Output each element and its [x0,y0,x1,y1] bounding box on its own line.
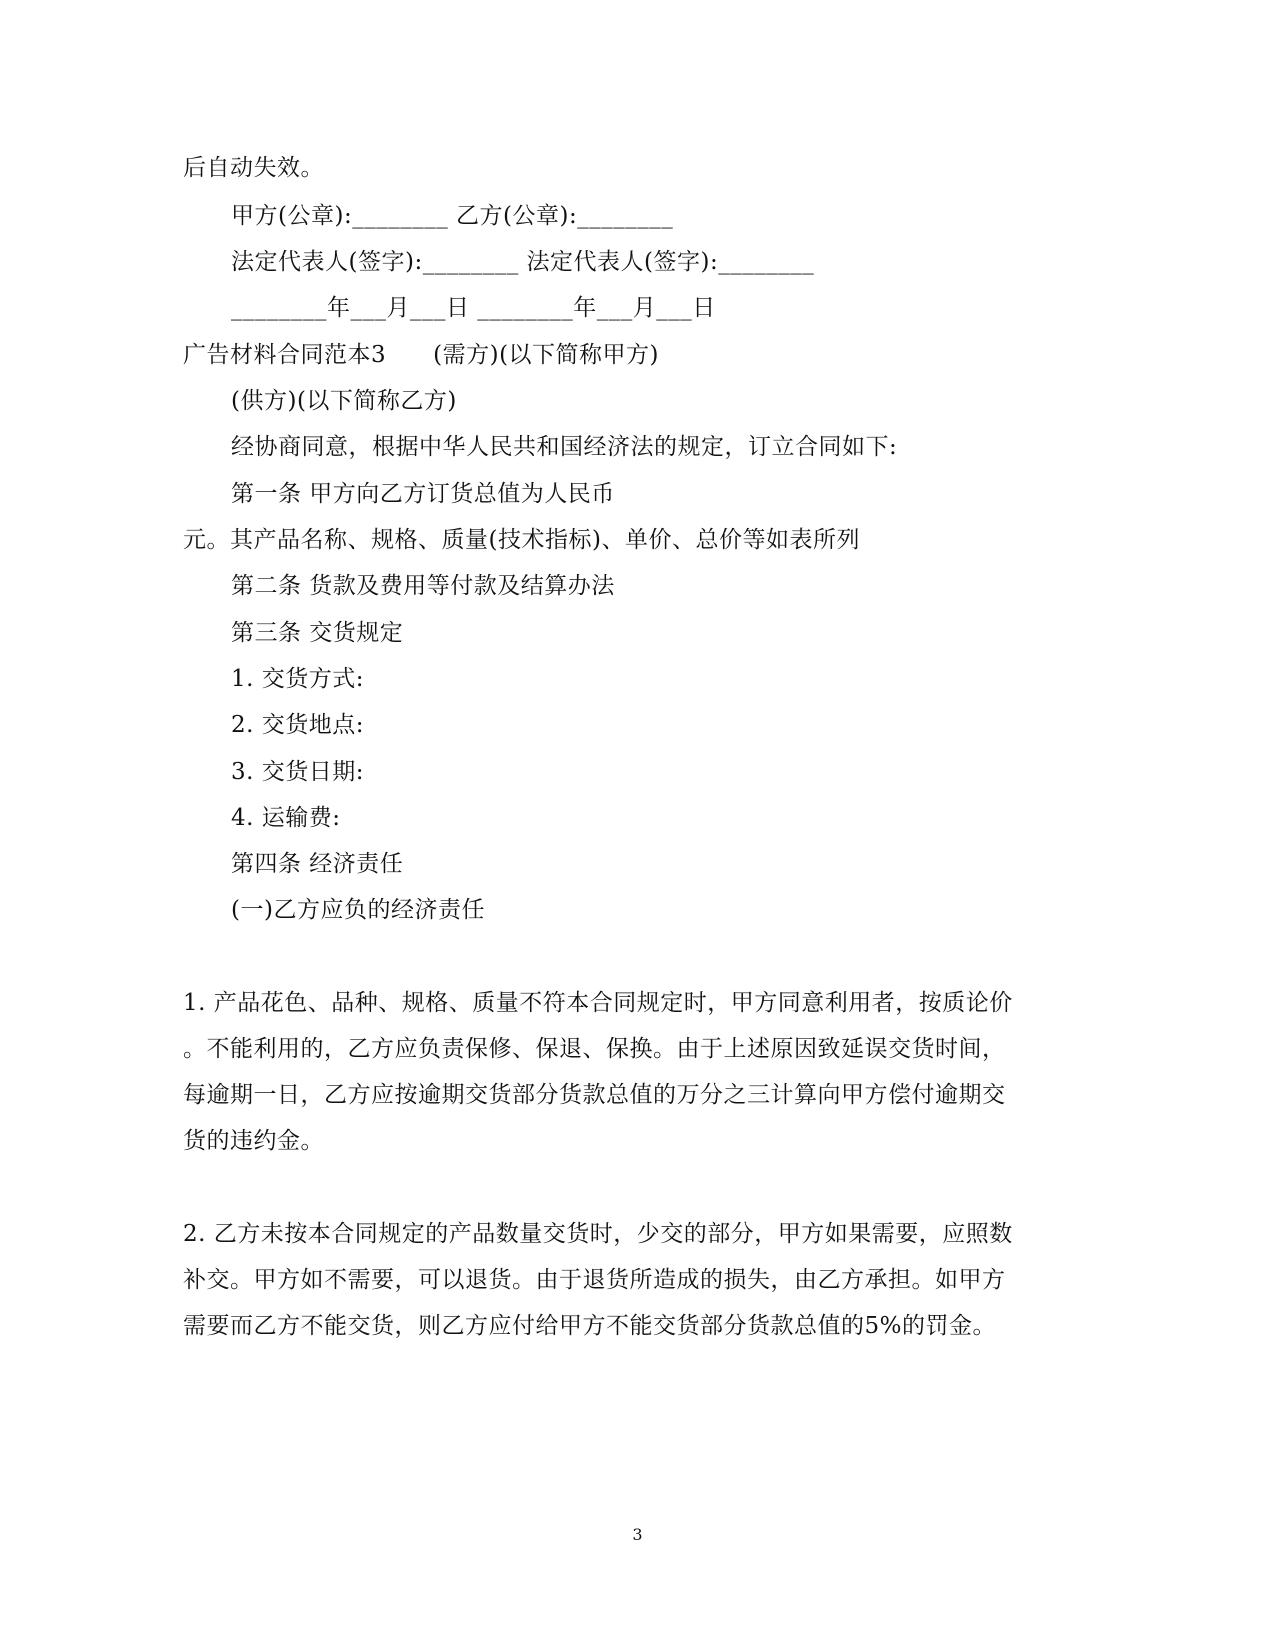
article-2-heading: 第二条 货款及费用等付款及结算办法 [231,573,615,599]
date-line: ________年___月___日 ________年___月___日 [231,295,716,321]
transport-fee-line: 4. 运输费: [231,805,341,831]
page-number: 3 [632,1525,643,1544]
legal-representative-line: 法定代表人(签字):________ 法定代表人(签字):________ [231,249,815,275]
article-3-heading: 第三条 交货规定 [231,620,404,646]
clause-1-line-3: 每逾期一日，乙方应按逾期交货部分货款总值的万分之三计算向甲方偿付逾期交 [183,1082,1006,1108]
article-1-heading: 第一条 甲方向乙方订货总值为人民币 [231,481,615,507]
contract-title-line: 广告材料合同范本3 (需方)(以下简称甲方) [183,342,660,368]
clause-1-line-2: 。不能利用的，乙方应负责保修、保退、保换。由于上述原因致延误交货时间， [183,1036,1006,1062]
text-line-1: 后自动失效。 [183,155,324,181]
clause-2-line-3: 需要而乙方不能交货，则乙方应付给甲方不能交货部分货款总值的5%的罚金。 [183,1313,996,1339]
clause-2-line-1: 2. 乙方未按本合同规定的产品数量交货时，少交的部分，甲方如果需要，应照数 [183,1221,1013,1247]
clause-1-line-1: 1. 产品花色、品种、规格、质量不符本合同规定时，甲方同意利用者，按质论价 [183,990,1013,1016]
clause-1-line-4: 货的违约金。 [183,1128,324,1154]
agreement-intro-line: 经协商同意，根据中华人民共和国经济法的规定，订立合同如下: [231,434,898,460]
article-4-heading: 第四条 经济责任 [231,851,404,877]
article-1-continuation: 元。其产品名称、规格、质量(技术指标)、单价、总价等如表所列 [183,527,860,553]
delivery-location-line: 2. 交货地点: [231,712,365,738]
supplier-line: (供方)(以下简称乙方) [231,388,457,414]
delivery-date-line: 3. 交货日期: [231,759,365,785]
delivery-method-line: 1. 交货方式: [231,666,365,692]
party-b-liability-heading: (一)乙方应负的经济责任 [231,897,485,923]
seal-signature-line: 甲方(公章):________ 乙方(公章):________ [231,203,674,229]
clause-2-line-2: 补交。甲方如不需要，可以退货。由于退货所造成的损失，由乙方承担。如甲方 [183,1267,1006,1293]
